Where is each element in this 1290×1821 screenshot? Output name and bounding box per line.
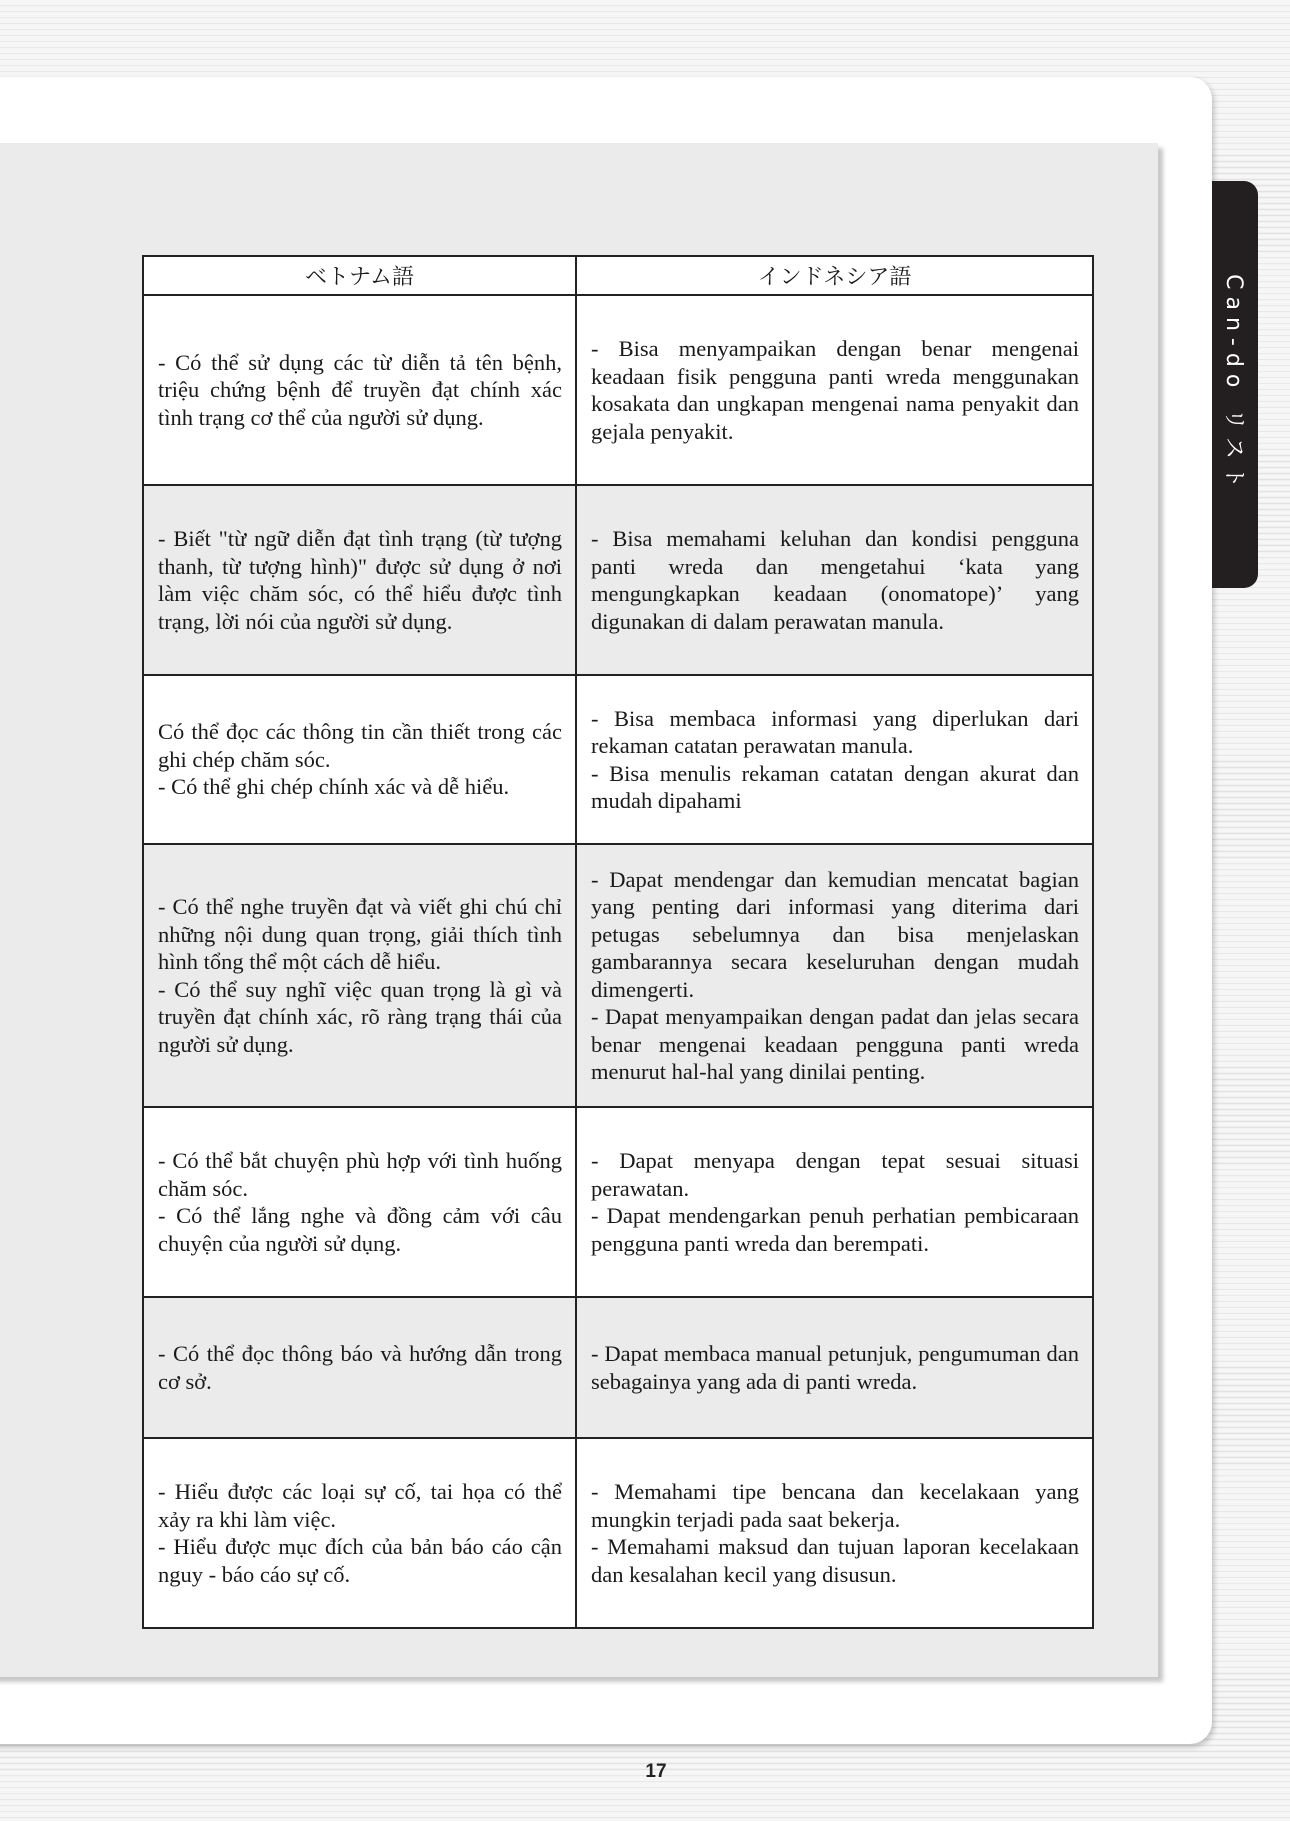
table-row: [143, 1107, 1093, 1297]
cell-vietnamese: - Có thể bắt chuyện phù hợp với tình huống chăm sóc. - Có thể lắng nghe và đồng cảm với câu chuyện của người sử dụng.: [143, 1107, 576, 1297]
table-row: [143, 675, 1093, 844]
can-do-table: [142, 255, 1094, 1629]
table-row: [143, 1438, 1093, 1628]
page-number: 17: [645, 1761, 667, 1782]
side-tab-label: Can-do リスト: [1220, 274, 1246, 495]
cell-vietnamese: - Hiểu được các loại sự cố, tai họa có thể xảy ra khi làm việc. - Hiểu được mục đích của bản báo cáo cận nguy - báo cáo sự cố.: [143, 1438, 576, 1628]
cell-indonesian: - Bisa menyampaikan dengan benar mengenai keadaan fisik pengguna panti wreda menggunakan kosakata dan ungkapan mengenai nama penyakit dan gejala penyakit.: [576, 295, 1093, 485]
cell-indonesian: - Dapat mendengar dan kemudian mencatat bagian yang penting dari informasi yang diterima dari petugas sebelumnya dan bisa menjelaskan gambarannya secara keseluruhan dengan mudah dimengerti. - Dapat menyampaikan dengan padat dan jelas secara benar mengenai keadaan pengguna panti wreda menurut hal-hal yang dinilai penting.: [576, 844, 1093, 1107]
cell-vietnamese: - Có thể nghe truyền đạt và viết ghi chú chỉ những nội dung quan trọng, giải thích tình hình tổng thể một cách dễ hiểu. - Có thể suy nghĩ việc quan trọng là gì và truyền đạt chính xác, rõ ràng trạng thái của người sử dụng.: [143, 844, 576, 1107]
side-index-tab[interactable]: [1212, 181, 1258, 588]
cell-indonesian: - Dapat membaca manual petunjuk, pengumuman dan sebagainya yang ada di panti wreda.: [576, 1297, 1093, 1438]
header-vietnamese: ベトナム語: [143, 256, 576, 295]
cell-indonesian: - Bisa membaca informasi yang diperlukan dari rekaman catatan perawatan manula. - Bisa menulis rekaman catatan dengan akurat dan mudah dipahami: [576, 675, 1093, 844]
cell-vietnamese: - Biết "từ ngữ diễn đạt tình trạng (từ tượng thanh, từ tượng hình)" được sử dụng ở nơi làm việc chăm sóc, có thể hiểu được tình trạng, lời nói của người sử dụng.: [143, 485, 576, 675]
header-indonesian: インドネシア語: [576, 256, 1093, 295]
table-row: [143, 1297, 1093, 1438]
header-row: [143, 256, 1093, 295]
cell-indonesian: - Bisa memahami keluhan dan kondisi pengguna panti wreda dan mengetahui ‘kata yang mengungkapkan keadaan (onomatope)’ yang digunakan di dalam perawatan manula.: [576, 485, 1093, 675]
cell-vietnamese: - Có thể sử dụng các từ diễn tả tên bệnh, triệu chứng bệnh để truyền đạt chính xác tình trạng cơ thể của người sử dụng.: [143, 295, 576, 485]
table-row: [143, 485, 1093, 675]
side-tab-label-wrap: [1212, 181, 1258, 588]
cell-vietnamese: - Có thể đọc thông báo và hướng dẫn trong cơ sở.: [143, 1297, 576, 1438]
table-row: [143, 295, 1093, 485]
cell-indonesian: - Memahami tipe bencana dan kecelakaan yang mungkin terjadi pada saat bekerja. - Memahami maksud dan tujuan laporan kecelakaan dan kesalahan kecil yang disusun.: [576, 1438, 1093, 1628]
cell-vietnamese: Có thể đọc các thông tin cần thiết trong các ghi chép chăm sóc. - Có thể ghi chép chính xác và dễ hiểu.: [143, 675, 576, 844]
table-row: [143, 844, 1093, 1107]
cell-indonesian: - Dapat menyapa dengan tepat sesuai situasi perawatan. - Dapat mendengarkan penuh perhatian pembicaraan pengguna panti wreda dan berempati.: [576, 1107, 1093, 1297]
